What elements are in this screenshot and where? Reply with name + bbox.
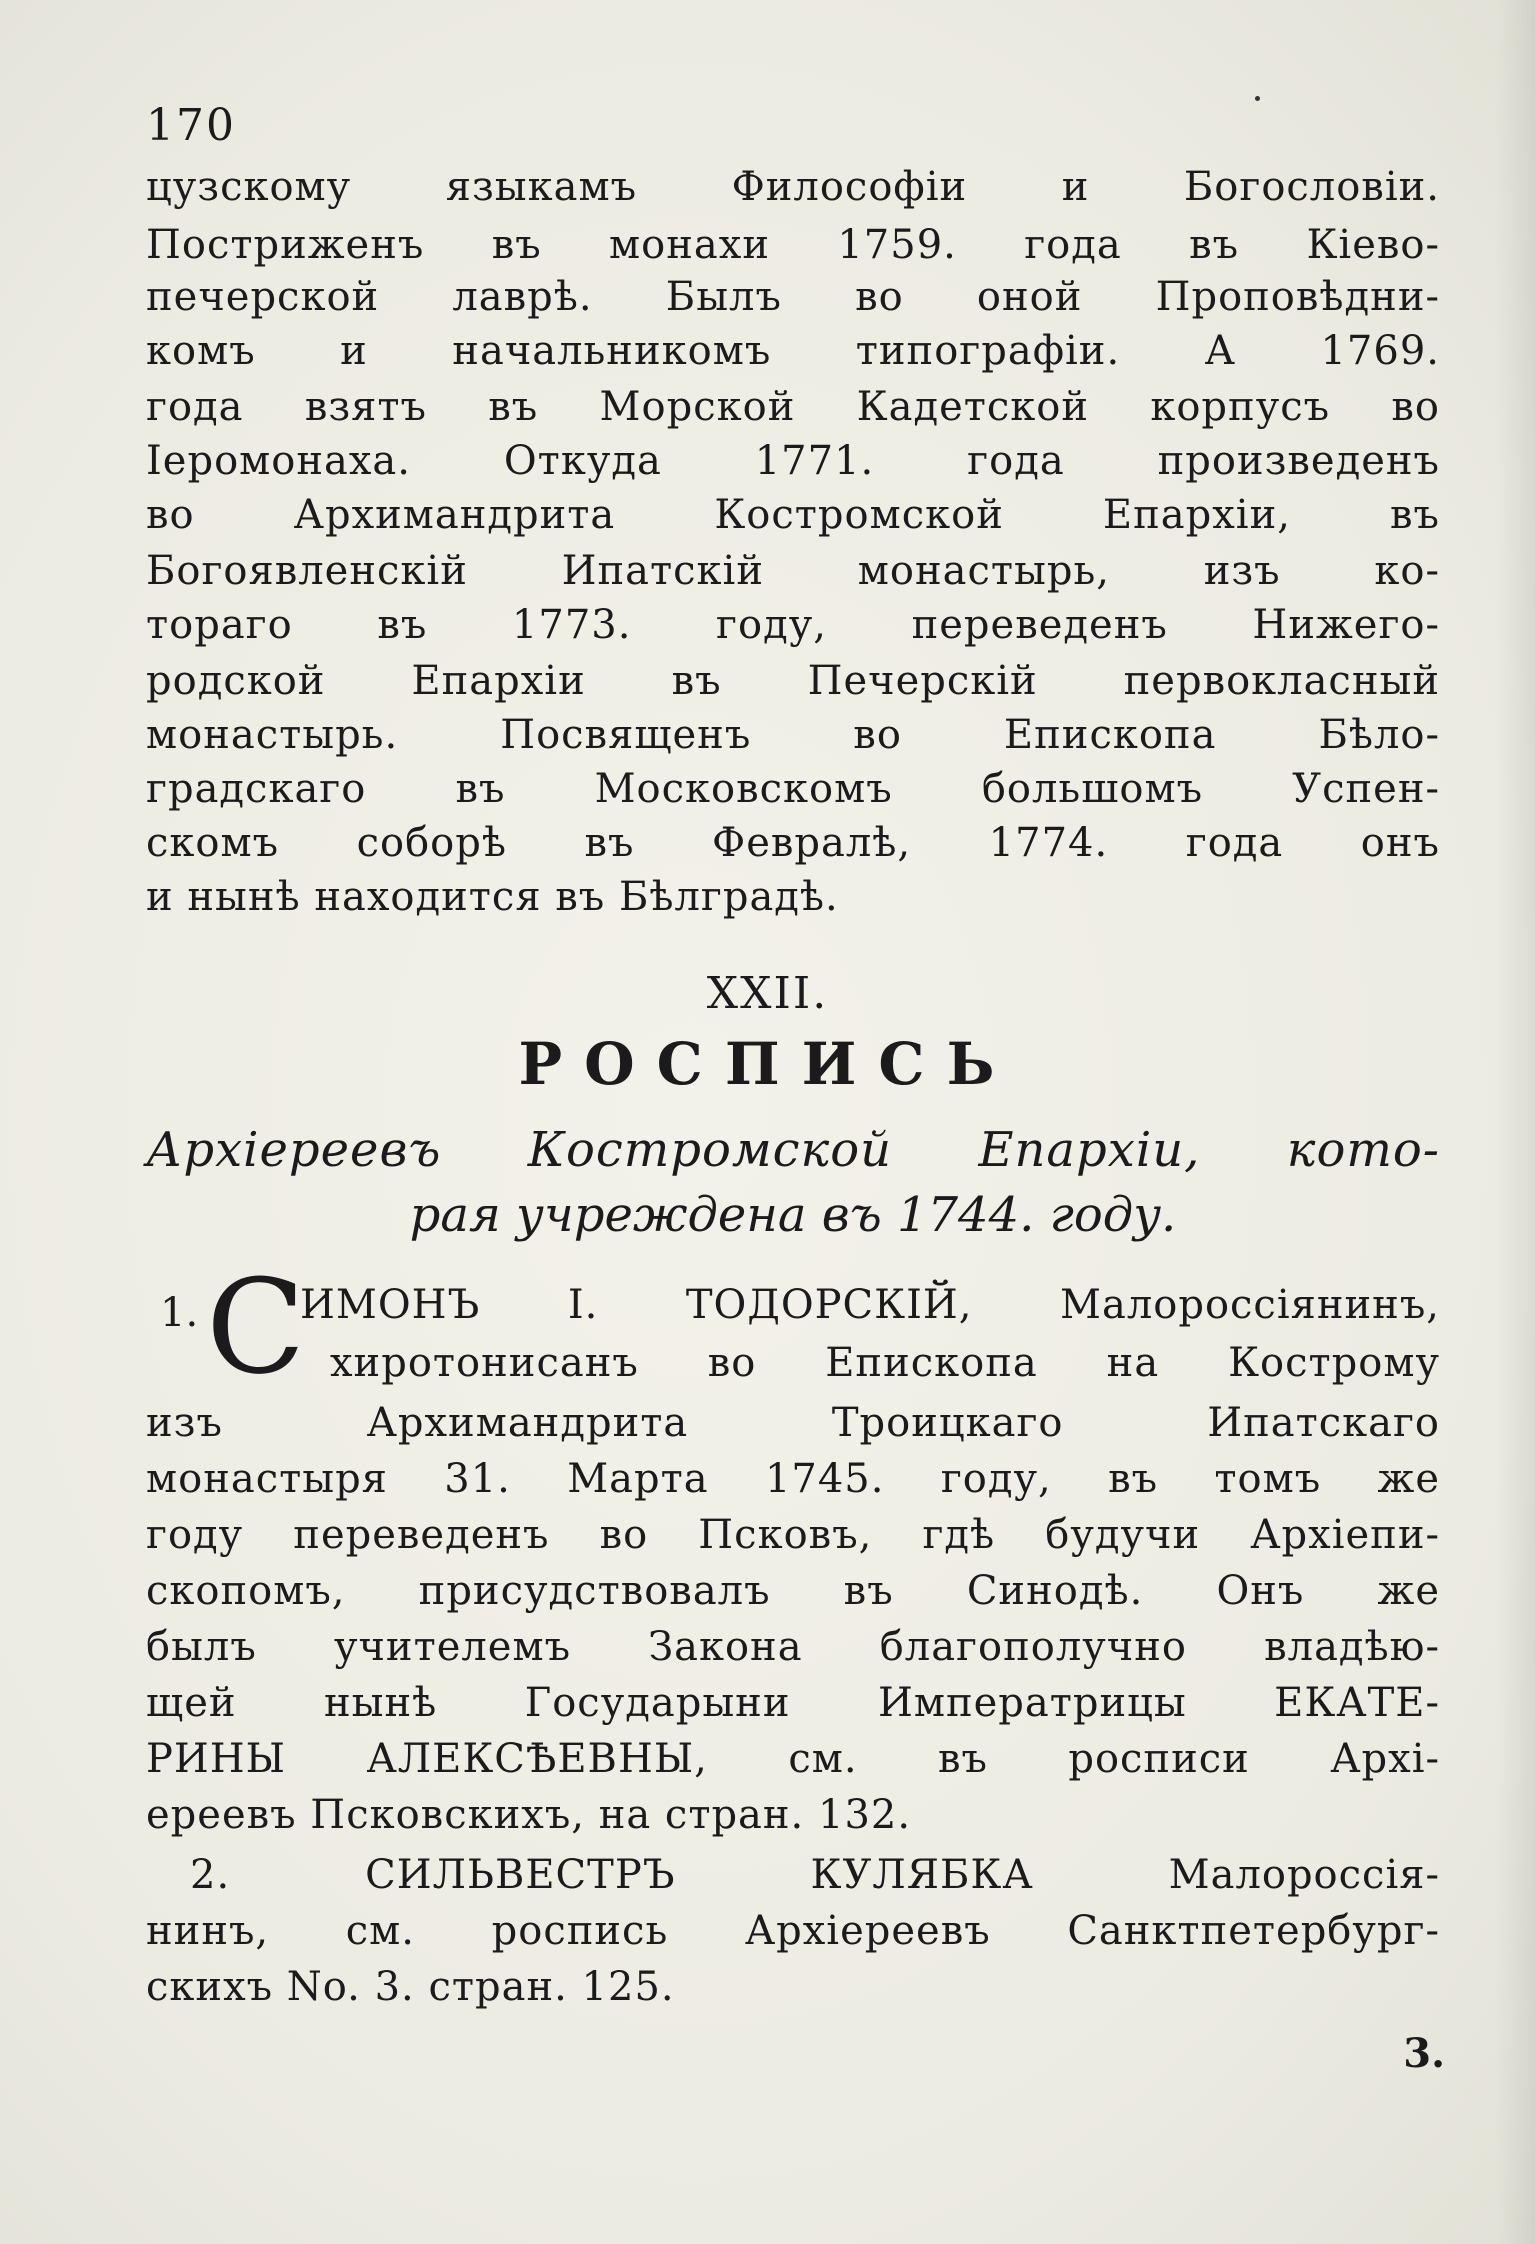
entry-line: году переведенъ во Псковъ, гдѣ будучи Архiепи- (146, 1512, 1440, 1558)
entry-line: изъ Архимандрита Троицкаго Ипатскаго (146, 1400, 1440, 1446)
section-heading: РОСПИСЬ (518, 1030, 1017, 1098)
catchword: 3. (1403, 2030, 1445, 2077)
paragraph-line: комъ и начальникомъ типографiи. А 1769. (146, 328, 1440, 374)
paragraph-line: цузскому языкамъ Философiи и Богословiи. (146, 164, 1440, 210)
paragraph-line: Постриженъ въ монахи 1759. года въ Кiево- (146, 222, 1440, 268)
ink-speck (1255, 96, 1260, 101)
entry-line: хиротонисанъ во Епископа на Кострому (330, 1340, 1440, 1386)
section-subtitle-line: рая учреждена въ 1744. году. (409, 1187, 1177, 1243)
paragraph-line: Iеромонаха. Откуда 1771. года произведенъ (146, 438, 1440, 484)
drop-capital: С (206, 1251, 306, 1403)
entry-line: ереевъ Псковскихъ, на стран. 132. (146, 1792, 912, 1838)
entry-line: 2. СИЛЬВЕСТРЪ КУЛЯБКА Малороссiя- (190, 1852, 1440, 1898)
paragraph-line: печерской лаврѣ. Былъ во оной Проповѣдни- (146, 274, 1440, 320)
entry-number: 1. (160, 1290, 199, 1336)
paragraph-line: градскаго въ Московскомъ большомъ Успен- (146, 766, 1440, 812)
paragraph-line: монастырь. Посвященъ во Епископа Бѣло- (146, 712, 1440, 758)
entry-line: щей нынѣ Государыни Императрицы ЕКАТЕ- (146, 1680, 1440, 1726)
entry-line: РИНЫ АЛЕКСѢЕВНЫ, см. въ росписи Архi- (146, 1736, 1440, 1782)
paragraph-line: тораго въ 1773. году, переведенъ Нижего- (146, 602, 1440, 648)
page-edge-shadow (1495, 0, 1535, 2244)
paragraph-line: родской Епархiи въ Печерскiй первокласный (146, 658, 1440, 704)
paragraph-line: Богоявленскiй Ипатскiй монастырь, изъ ко- (146, 548, 1440, 594)
paragraph-line: скомъ соборѣ въ Февралѣ, 1774. года онъ (146, 820, 1440, 866)
entry-line: нинъ, см. роспись Архiереевъ Санктпетербург- (146, 1908, 1440, 1954)
entry-line: ИМОНЪ I. ТОДОРСКIЙ, Малороссiянинъ, (300, 1282, 1440, 1328)
entry-line: былъ учителемъ Закона благополучно владѣю- (146, 1624, 1440, 1670)
section-subtitle-line: Архiереевъ Костромской Епархiи, кото- (146, 1122, 1440, 1178)
page-number: 170 (146, 100, 236, 151)
section-number: XXII. (706, 968, 829, 1019)
paragraph-line: и нынѣ находится въ Бѣлградѣ. (146, 874, 839, 920)
entry-line: скихъ No. 3. стран. 125. (146, 1964, 675, 2010)
entry-line: скопомъ, присудствовалъ въ Синодѣ. Онъ же (146, 1568, 1440, 1614)
entry-line: монастыря 31. Марта 1745. году, въ томъ же (146, 1456, 1440, 1502)
paragraph-line: во Архимандрита Костромской Епархiи, въ (146, 492, 1440, 538)
paragraph-line: года взятъ въ Морской Кадетской корпусъ во (146, 384, 1440, 430)
